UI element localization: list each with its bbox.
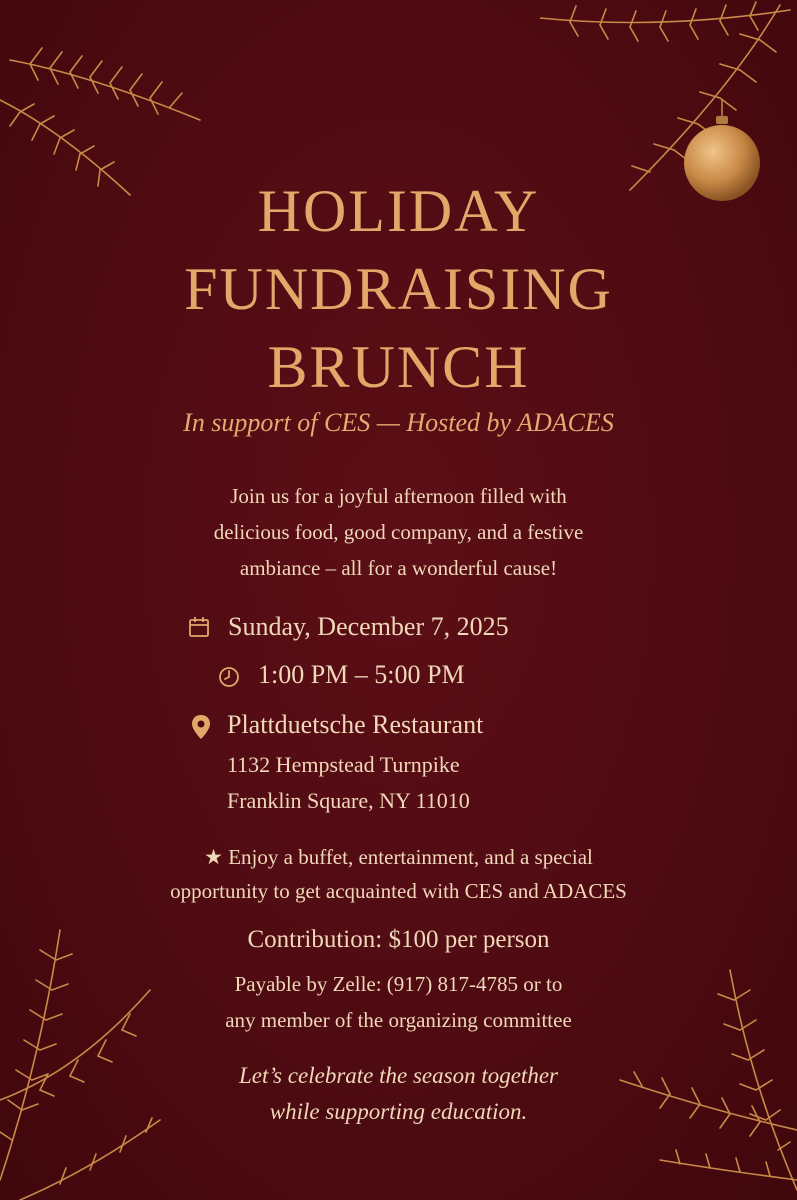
payment-line: Payable by Zelle: (917) 817-4785 or to bbox=[234, 972, 563, 996]
event-title bbox=[0, 172, 797, 406]
title-line: BRUNCH bbox=[267, 334, 530, 400]
venue-name: Plattduetsche Restaurant bbox=[227, 710, 484, 739]
calendar-icon bbox=[188, 616, 210, 638]
title-line: HOLIDAY bbox=[257, 178, 540, 244]
contribution-amount: Contribution: $100 per person bbox=[247, 926, 550, 953]
event-subtitle: In support of CES — Hosted by ADACES bbox=[183, 408, 614, 437]
time-text: 1:00 PM – 5:00 PM bbox=[258, 660, 465, 689]
date-text: Sunday, December 7, 2025 bbox=[228, 612, 509, 641]
event-highlights bbox=[0, 840, 797, 908]
highlight-line: opportunity to get acquainted with CES and ADACES bbox=[170, 879, 627, 903]
intro-line: Join us for a joyful afternoon filled with bbox=[230, 484, 567, 508]
closing-message bbox=[0, 1058, 797, 1130]
highlight-line: ★ Enjoy a buffet, entertainment, and a special bbox=[204, 845, 593, 869]
payment-info bbox=[0, 966, 797, 1038]
address-line: Franklin Square, NY 11010 bbox=[227, 788, 470, 813]
payment-line: any member of the organizing committee bbox=[225, 1008, 572, 1032]
closing-line: Let’s celebrate the season together bbox=[239, 1063, 558, 1088]
intro-line: delicious food, good company, and a festive bbox=[213, 520, 584, 544]
title-line: FUNDRAISING bbox=[184, 256, 613, 322]
closing-line: while supporting education. bbox=[269, 1099, 528, 1124]
intro-line: ambiance – all for a wonderful cause! bbox=[239, 556, 558, 580]
pine-branch-icon bbox=[540, 0, 797, 200]
address-line: 1132 Hempstead Turnpike bbox=[227, 752, 460, 777]
map-pin-icon bbox=[190, 714, 212, 740]
intro-text bbox=[0, 478, 797, 586]
clock-icon bbox=[218, 666, 240, 688]
